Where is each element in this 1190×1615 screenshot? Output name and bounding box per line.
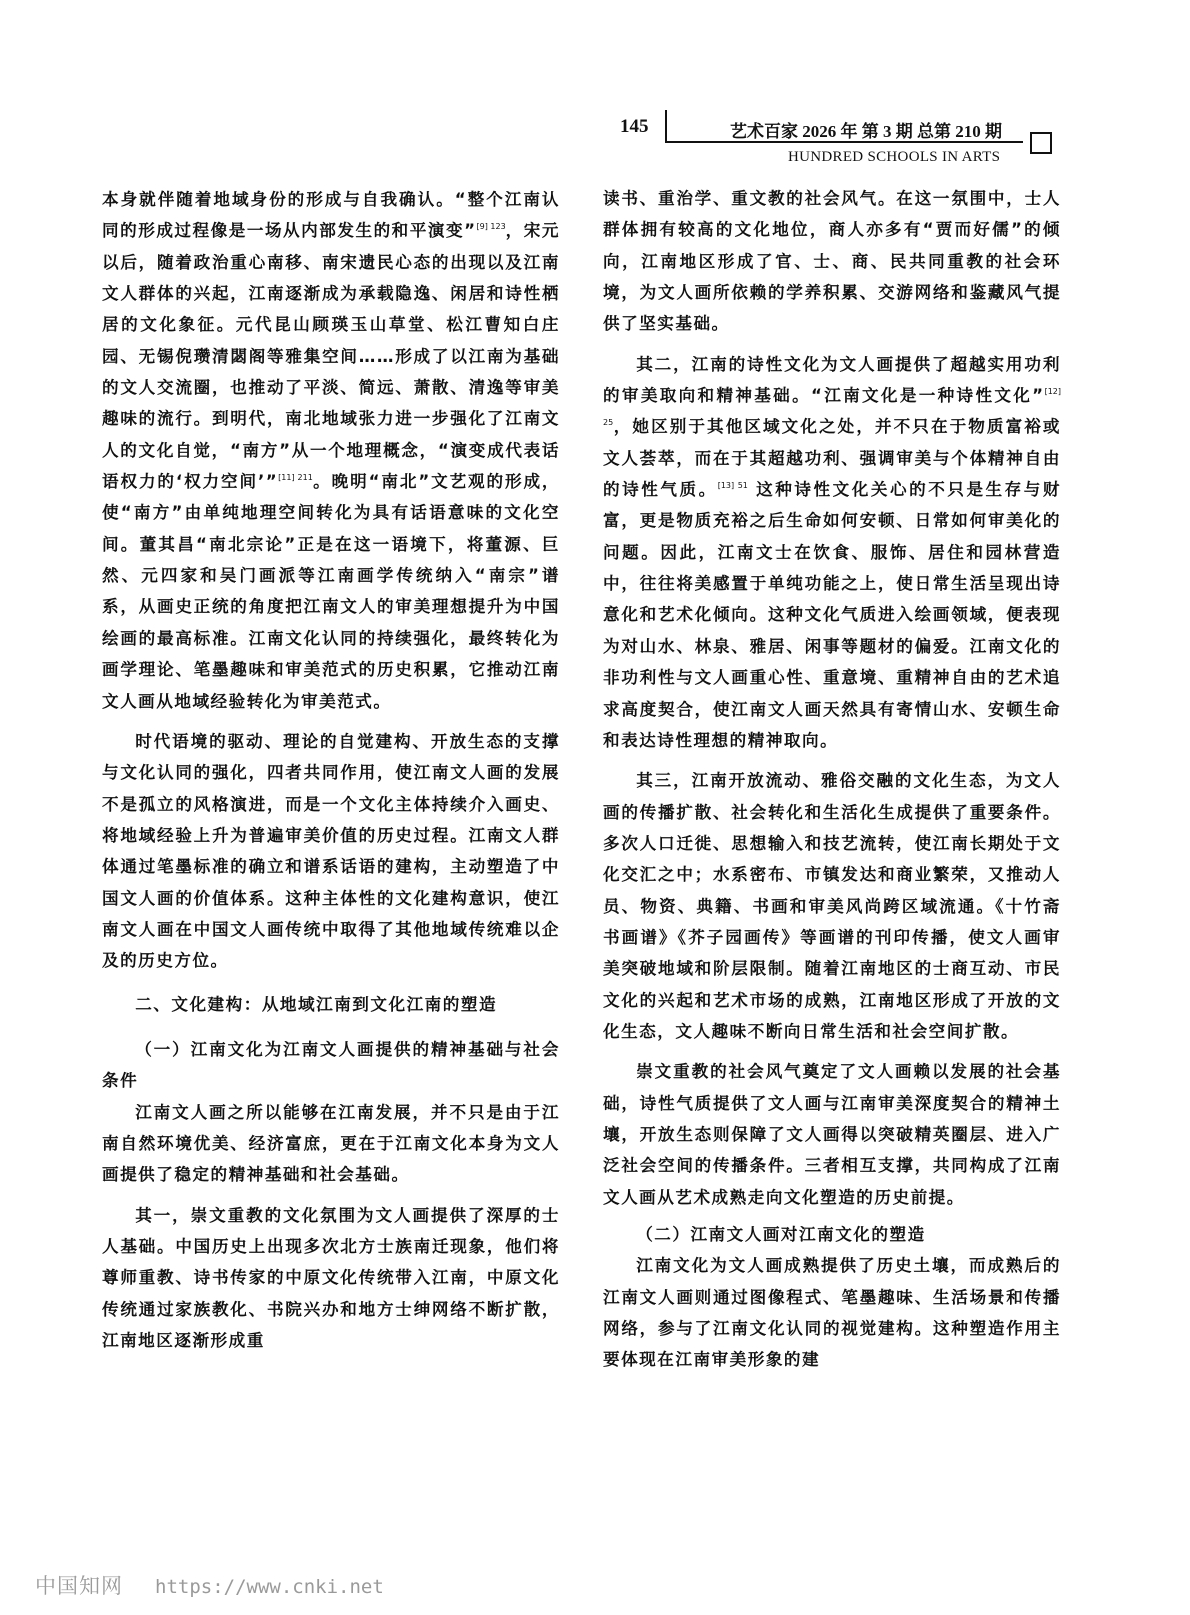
header-divider-vertical bbox=[665, 110, 667, 142]
text-span: ，宋元以后，随着政治重心南移、南宋遗民心态的出现以及江南文人群体的兴起，江南逐渐成为承载隐逸、闲居和诗性栖居的文化象征。元代昆山顾瑛玉山草堂、松江曹知白庄园、无锡倪瓒清閟阁等雅集空间……形成了以江南为基础的文人交流圈，也推动了平淡、简远、萧散、清逸等审美趣味的流行。到明代，南北地域张力进一步强化了江南文人的文化自觉，“南方”从一个地理概念，“演变成代表话语权力的‘权力空间’” bbox=[102, 221, 560, 492]
text-span: 这种诗性文化关心的不只是生存与财富，更是物质充裕之后生命如何安顿、日常如何审美化的问题。因此，江南文士在饮食、服饰、居住和园林营造中，往往将美感置于单纯功能之上，使日常生活呈现出诗意化和艺术化倾向。这种文化气质进入绘画领域，便表现为对山水、林泉、雅居、闲事等题材的偏爱。江南文化的非功利性与文人画重心性、重意境、重精神自由的艺术追求高度契合，使江南文人画天然具有寄情山水、安顿生命和表达诗性理想的精神取向。 bbox=[603, 480, 1061, 750]
paragraph-right-5: 江南文化为文人画成熟提供了历史土壤，而成熟后的江南文人画则通过图像程式、笔墨趣味、生活场景和传播网络，参与了江南文化认同的视觉建构。这种塑造作用主要体现在江南审美形象的建 bbox=[603, 1256, 1061, 1370]
citation-ref: [12] 25 bbox=[603, 387, 1061, 428]
page-number: 145 bbox=[620, 116, 649, 137]
journal-issue: 艺术百家 2026 年 第 3 期 总第 210 期 bbox=[730, 122, 1002, 141]
watermark-footer bbox=[35, 1570, 384, 1600]
square-box-icon bbox=[1030, 132, 1052, 154]
journal-english-name: HUNDRED SCHOOLS IN ARTS bbox=[788, 149, 1001, 165]
left-column bbox=[102, 184, 560, 1356]
right-column bbox=[603, 183, 1061, 1376]
paragraph-right-1: 读书、重治学、重文教的社会风气。在这一氛围中，士人群体拥有较高的文化地位，商人亦多有“贾而好儒”的倾向，江南地区形成了官、士、商、民共同重教的社会环境，为文人画所依赖的学养积累、交游网络和鉴藏风气提供了坚实基础。 bbox=[603, 189, 1061, 334]
paragraph-left-3: 江南文人画之所以能够在江南发展，并不只是由于江南自然环境优美、经济富庶，更在于江南文化本身为文人画提供了稳定的精神基础和社会基础。 bbox=[102, 1102, 560, 1185]
text-span: 其二，江南的诗性文化为文人画提供了超越实用功利的审美取向和精神基础。“江南文化是一种诗性文化” bbox=[603, 354, 1061, 406]
citation-ref: [9] 123 bbox=[476, 222, 506, 232]
cnki-url: https://www.cnki.net bbox=[155, 1576, 384, 1598]
section-heading: 二、文化建构：从地域江南到文化江南的塑造 bbox=[135, 994, 498, 1014]
citation-ref: [11] 211 bbox=[278, 473, 313, 483]
paragraph-left-4: 其一，崇文重教的文化氛围为文人画提供了深厚的士人基础。中国历史上出现多次北方士族南迁现象，他们将尊师重教、诗书传家的中原文化传统带入江南，中原文化传统通过家族教化、书院兴办和地方士绅网络不断扩散，江南地区逐渐形成重 bbox=[102, 1205, 560, 1351]
subsection-heading-1: （一）江南文化为江南文人画提供的精神基础与社会条件 bbox=[102, 1039, 560, 1091]
paragraph-right-4: 崇文重教的社会风气奠定了文人画赖以发展的社会基础，诗性气质提供了文人画与江南审美深度契合的精神土壤，开放生态则保障了文人画得以突破精英圈层、进入广泛社会空间的传播条件。三者相互支撑，共同构成了江南文人画从艺术成熟走向文化塑造的历史前提。 bbox=[603, 1062, 1061, 1207]
paragraph-right-2 bbox=[603, 349, 1061, 756]
text-span: 。晚明“南北”文艺观的形成，使“南方”由单纯地理空间转化为具有话语意味的文化空间。董其昌“南北宗论”正是在这一语境下，将董源、巨然、元四家和吴门画派等江南画学传统纳入“南宗”谱系，从画史正统的角度把江南文人的审美理想提升为中国绘画的最高标准。江南文化认同的持续强化，最终转化为画学理论、笔墨趣味和审美范式的历史积累，它推动江南文人画从地域经验转化为审美范式。 bbox=[102, 472, 561, 711]
text-span: 本身就伴随着地域身份的形成与自我确认。“整个江南认同的形成过程像是一场从内部发生的和平演变” bbox=[102, 190, 560, 241]
paragraph-right-3: 其三，江南开放流动、雅俗交融的文化生态，为文人画的传播扩散、社会转化和生活化生成提供了重要条件。多次人口迁徙、思想输入和技艺流转，使江南长期处于文化交汇之中；水系密布、市镇发达和商业繁荣，又推动人员、物资、典籍、书画和审美风尚跨区域流通。《十竹斋书画谱》《芥子园画传》等画谱的刊印传播，使文人画审美突破地域和阶层限制。随着江南地区的士商互动、市民文化的兴起和艺术市场的成熟，江南地区形成了开放的文化生态，文人趣味不断向日常生活和社会空间扩散。 bbox=[603, 771, 1061, 1041]
cnki-watermark: 中国知网 bbox=[35, 1574, 123, 1598]
subsection-heading-2: （二）江南文人画对江南文化的塑造 bbox=[636, 1225, 926, 1244]
running-header bbox=[612, 108, 1062, 172]
citation-ref: [13] 51 bbox=[717, 481, 748, 491]
paragraph-left-2: 时代语境的驱动、理论的自觉建构、开放生态的支撑与文化认同的强化，四者共同作用，使江南文人画的发展不是孤立的风格演进，而是一个文化主体持续介入画史、将地域经验上升为普遍审美价值的历史过程。江南文人群体通过笔墨标准的确立和谱系话语的建构，主动塑造了中国文人画的价值体系。这种主体性的文化建构意识，使江南文人画在中国文人画传统中取得了其他地域传统难以企及的历史方位。 bbox=[102, 731, 560, 971]
paragraph-left-1 bbox=[102, 184, 560, 717]
text-span: ，她区别于其他区域文化之处，并不只在于物质富裕或文人荟萃，而在于其超越功利、强调审美与个体精神自由的诗性气质。 bbox=[603, 417, 1061, 500]
